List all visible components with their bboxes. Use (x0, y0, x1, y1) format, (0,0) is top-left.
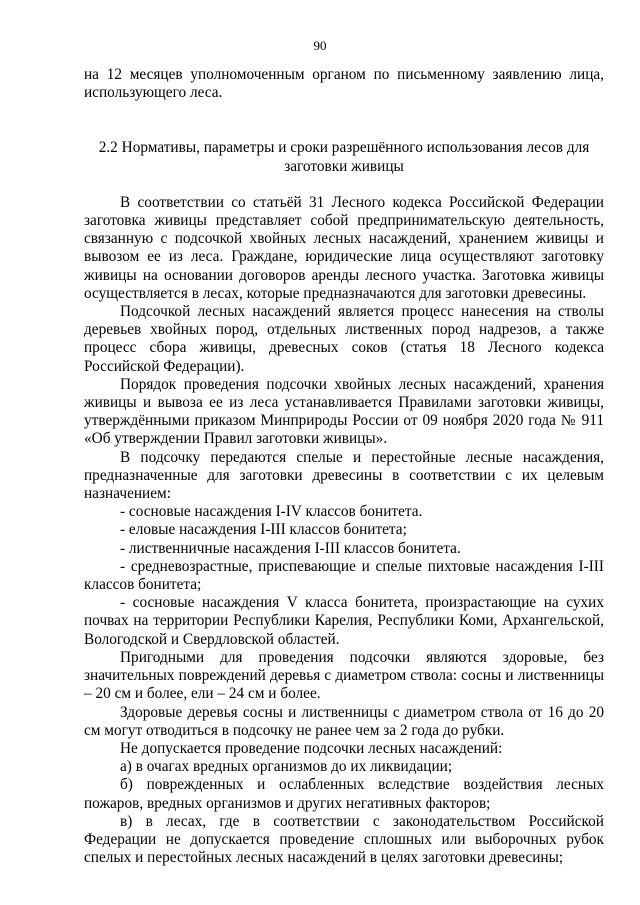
paragraph: Порядок проведения подсочки хвойных лесных насаждений, хранения живицы и вывоза ее из леса устанавливается Правилами заготовки живицы, утверждёнными приказом Минприроды России от 09 ноября 2020 года № 911 «Об утверждении Правил заготовки живицы». (84, 375, 604, 448)
section-heading: 2.2 Нормативы, параметры и сроки разрешённого использования лесов для заготовки живицы (98, 139, 590, 175)
list-item: - средневозрастные, приспевающие и спелые пихтовые насаждения I-III классов бонитета; (84, 557, 604, 594)
list-item: - сосновые насаждения I-IV классов бонитета. (120, 503, 423, 521)
list-item: б) поврежденных и ослабленных вследствие воздействия лесных пожаров, вредных организмов и других негативных факторов; (84, 776, 604, 812)
paragraph: Подсочкой лесных насаждений является процесс нанесения на стволы деревьев хвойных пород, отдельных лиственных пород надрезов, а также процесс сбора живицы, древесных соков (статья 18 Лесного кодекса Российской Федерации). (84, 303, 604, 375)
paragraph: Пригодными для проведения подсочки являются здоровые, без значительных повреждений деревья с диаметром ствола: сосны и лиственницы – 20 см и более, ели – 24 см и более. (84, 648, 604, 703)
document-body (84, 66, 604, 867)
list-item: - еловые насаждения I-III классов бонитета; (120, 521, 407, 539)
paragraph: В подсочку передаются спелые и перестойные лесные насаждения, предназначенные для заготовки древесины в соответствии с их целевым назначением: (84, 448, 604, 503)
list-item: - сосновые насаждения V класса бонитета, произрастающие на сухих почвах на территории Республики Карелия, Республики Коми, Архангельской, Вологодской и Свердловской областей. (84, 594, 604, 648)
paragraph: Здоровые деревья сосны и лиственницы с диаметром ствола от 16 до 20 см могут отводиться в подсочку не ранее чем за 2 года до рубки. (84, 703, 604, 739)
paragraph: В соответствии со статьёй 31 Лесного кодекса Российской Федерации заготовка живицы представляет собой предпринимательскую деятельность, связанную с подсочкой хвойных лесных насаждений, хранением живицы и вывозом ее из леса. Граждане, юридические лица осуществляют заготовку живицы на основании договоров аренды лесного участка. Заготовка живицы осуществляется в лесах, которые предназначаются для заготовки древесины. (84, 193, 604, 302)
list-item: в) в лесах, где в соответствии с законодательством Российской Федерации не допускается проведение сплошных или выборочных рубок спелых и перестойных лесных насаждений в целях заготовки древесины; (84, 812, 604, 867)
list-item: - лиственничные насаждения I-III классов бонитета. (120, 539, 461, 557)
paragraph-continued: на 12 месяцев уполномоченным органом по письменному заявлению лица, использующего леса. (84, 66, 604, 102)
paragraph: Не допускается проведение подсочки лесных насаждений: (120, 739, 503, 757)
page-number: 90 (313, 38, 327, 53)
list-item: а) в очагах вредных организмов до их ликвидации; (120, 758, 453, 776)
